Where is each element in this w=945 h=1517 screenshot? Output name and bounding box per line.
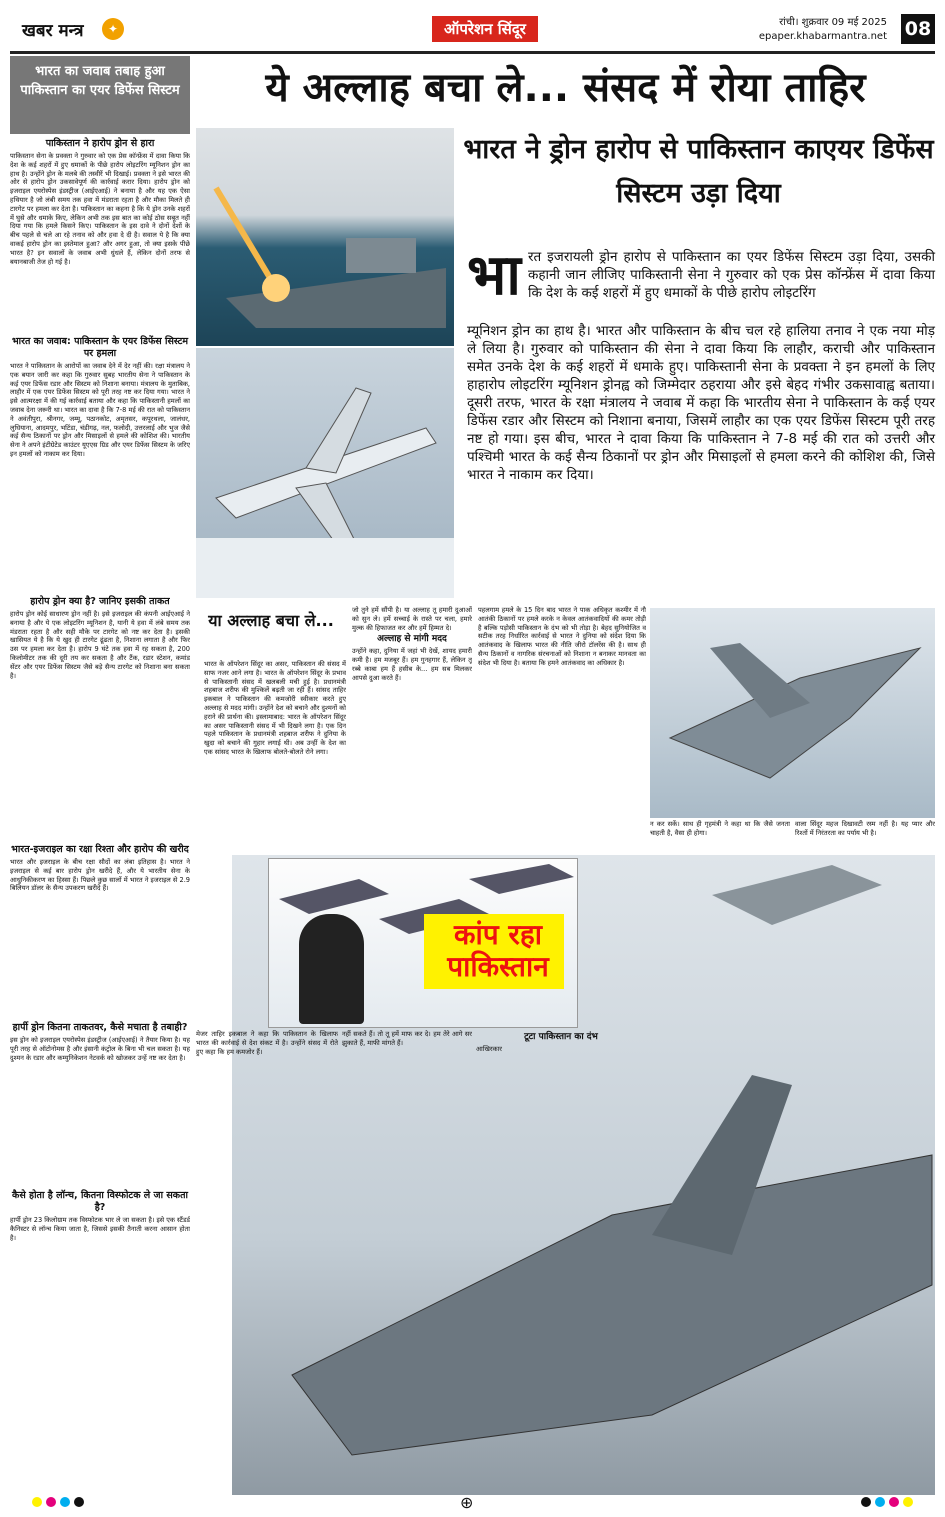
sidebar-text: भारत ने पाकिस्तान के आरोपों का जवाब देने में देर नहीं की। रक्षा मंत्रालय ने एक बयान जारी कर कहा कि गुरुवार सुबह भारतीय सेना ने पाकिस्तान के कई एयर डिफेंस रडार और सिस्टम को निशाना बनाया। मंत्रालय के मुताबिक, लाहौर में एक एयर डिफेंस सिस्टम को पूरी तरह नष्ट कर दिया गया। भारत ने इसे आत्मरक्षा में की गई कार्रवाई बताया और कहा कि पाकिस्तानी हमलों का जवाब देना जरूरी था। भारत का दावा है कि 7-8 मई की रात को पाकिस्तान ने अवंतीपुरा, श्रीनगर, जम्मू, पठानकोट, अमृतसर, कपूरथला, जालंधर, लुधियाना, आदमपुर, भटिंडा, चंडीगढ़, नल, फलोदी, उत्तरलाई और भुज जैसे कई सैन्य ठिकानों पर ड्रोन और मिसाइलों से हमले की कोशिश की। भारतीय सेना ने अपने इंटीग्रेटेड काउंटर यूएएस ग्रिड और एयर डिफेंस सिस्टम के जरिए इन हमलों को नाकाम कर दिया।	[10, 362, 190, 458]
cyan-dot-icon	[60, 1497, 70, 1507]
crosshair-icon: ⊕	[460, 1493, 474, 1512]
sidebar-subhead: कैसे होता है लॉन्च, कितना विस्फोटक ले जा सकता है?	[12, 1190, 188, 1213]
story2-lower-text: आखिरकार	[476, 1044, 503, 1053]
story2-column-1: भारत के ऑपरेशन सिंदूर का असर, पाकिस्तान की संसद में साफ नजर आने लगा है। भारत के ऑपरेशन सिंदूर के प्रभाव से पाकिस्तानी संसद में खलबली मची हुई है। प्रधानमंत्री शहबाज शरीफ की मुश्किलें बढ़ती जा रही हैं। सांसद ताहिर इकबाल ने पाकिस्तान की कमजोरी स्वीकार करते हुए अल्लाह से मदद मांगी। उन्होंने देश को बचाने और दुश्मनों को हराने की प्रार्थना की। इस्लामाबाद: भारत के ऑपरेशन सिंदूर का असर पाकिस्तानी संसद में भी दिखने लगा है। एक दिन पहले पाकिस्तान के प्रधानमंत्री शहबाज शरीफ ने दुनिया के खुदा को बचाने की गुहार लगाई थी। अब उन्हीं के देश का एक सांसद भारत के खिलाफ बोलते-बोलते रोने लगा।	[204, 660, 346, 756]
story3-column: पहलगाम हमले के 15 दिन बाद भारत ने पाक अधिकृत कश्मीर में नौ आतंकी ठिकानों पर हमले करके न केवल आतंकवादियों की कमर तोड़ी है बल्कि पड़ोसी पाकिस्तान के दंभ को भी तोड़ा है। बेहद सुनियोजित व सटीक तरह निर्धारित कार्रवाई से भारत ने दुनिया को संदेश दिया कि आतंकवाद के खिलाफ भारत की नीति जीरो टॉलरेंस की है। साथ ही सैन्य ठिकानों व नागरिक संरचनाओं को निशाना न बनाकर मानवता का संदेश भी दिया है। बताया कि हमने आतंकवाद का अधिकार है।	[478, 606, 646, 667]
main-headline: ये अल्लाह बचा ले... संसद में रोया ताहिर	[265, 65, 866, 111]
drop-cap: भा	[467, 243, 521, 308]
brand-name: खबर मन्त्र	[22, 21, 84, 41]
sidebar-headline: भारत का जवाब तबाह हुआ पाकिस्तान का एयर डिफेंस सिस्टम	[10, 56, 190, 134]
site-text: epaper.khabarmantra.net	[758, 31, 887, 42]
sidebar-subhead: हार्पी ड्रोन कितना ताकतवर, कैसे मचाता है तबाही?	[12, 1022, 188, 1033]
dateline	[759, 16, 887, 44]
politician-figure	[299, 914, 364, 1024]
article-body: म्यूनिशन ड्रोन का हाथ है। भारत और पाकिस्तान के बीच चल रहे हालिया तनाव ने एक नया मोड़ ले लिया है। गुरुवार को पाकिस्तान की सेना ने दावा किया कि लाहौर, कराची और पाकिस्तान समेत उनके देश के कई शहरों में धमाके हुए। पाकिस्तानी सेना के प्रवक्ता ने इन हमलों के लिए हाहारोप लोइटरिंग म्यूनिशन ड्रोनह्व को जिम्मेदार ठहराया और इसे बेहद गंभीर उकसावाह्व बताया। दूसरी तरफ, भारत के रक्षा मंत्रालय ने जवाब में कहा कि भारतीय सेना ने पाकिस्तान के कई एयर डिफेंस रडार और सिस्टम को निशाना बनाया, जिसमें लाहौर का एक एयर डिफेंस सिस्टम पूरी तरह नष्ट हो गया। इस बीच, भारत ने दावा किया कि पाकिस्तान ने 7-8 मई की रात को उत्तरी और पश्चिमी भारत के कई सैन्य ठिकानों पर ड्रोन और मिसाइलों से हमला करने की कोशिश की, जिसे भारत ने नाकाम कर दिया।	[467, 323, 935, 483]
sidebar-text: हारोप ड्रोन कोई साधारण ड्रोन नहीं है। इसे इजराइल की कंपनी आईएआई ने बनाया है और ये एक लोइटरिंग म्यूनिशन है, यानी ये हवा में लंबे समय तक मंडराता रहता है और सही मौके पर टारगेट को नष्ट कर देता है। इसकी खासियत ये है कि ये खुद ही टारगेट ढूंढता है, निशाना लगाता है और फिर उस पर हमला कर देता है। हारोप 9 घंटे तक हवा में रह सकता है, 200 किलोमीटर तक की दूरी तय कर सकता है और टैंक, रडार स्टेशन, कमांड सेंटर और एयर डिफेंस सिस्टम जैसे बड़े सैन्य टारगेट को निशाना बना सकता है।	[10, 610, 190, 680]
overlay-headline: कांप रहा पाकिस्तान	[447, 918, 549, 983]
sidebar-text: भारत और इजराइल के बीच रक्षा सौदों का लंबा इतिहास है। भारत ने इजराइल से कई बार हारोप ड्रोन खरीदे हैं, और ये भारतीय सेना के आधुनिकीकरण का हिस्सा हैं। पिछले कुछ सालों में भारत ने इजराइल से 2.9 बिलियन डॉलर के सैन्य उपकरण खरीदे हैं।	[10, 858, 190, 893]
magenta-dot-icon	[46, 1497, 56, 1507]
jets-overlay-photo	[268, 858, 578, 1028]
story2-headline: या अल्लाह बचा ले...	[208, 611, 334, 630]
sidebar-subhead: भारत का जवाब: पाकिस्तान के एयर डिफेंस सिस्टम पर हमला	[11, 336, 189, 359]
page-header	[10, 12, 935, 54]
story3-column-5: वाला सिंदूर महज दिखावटी रस्म नहीं है। यह प्यार और रिश्तों में निरंतरता का पर्याय भी है।	[795, 820, 935, 837]
black-dot-icon	[861, 1497, 871, 1507]
story2-lower-col-2: नहीं सकते हैं। तो तू हमें माफ कर दे। हम तेरे आगे सर झुकाते हैं, माफी मांगते हैं।	[342, 1030, 472, 1047]
yellow-dot-icon	[903, 1497, 913, 1507]
black-dot-icon	[74, 1497, 84, 1507]
print-registration-marks	[0, 1493, 945, 1511]
drone-illustration	[196, 348, 454, 598]
sidebar-text: इस ड्रोन को इजराइल एयरोस्पेस इंडस्ट्रीज (आईएआई) ने तैयार किया है। यह पूरी तरह से ऑटोनोमस है और इंसानी कंट्रोल के बिना भी चल सकता है। यह दुश्मन के रडार और कम्युनिकेशन नेटवर्क को खोजकर उन्हें नष्ट कर देता है।	[10, 1036, 190, 1062]
brand-logo-icon: ✦	[102, 18, 124, 40]
deck-headline: भारत ने ड्रोन हारोप से पाकिस्तान काएयर डिफेंस सिस्टम उड़ा दिया	[463, 134, 934, 209]
section-tag: ऑपरेशन सिंदूर	[432, 16, 538, 42]
story3-column-4: न कर सकें। साथ ही गृहमंत्री ने कहा था कि जैसे जनता चाहती है, वैसा ही होगा।	[650, 820, 790, 837]
drone-photo	[196, 348, 454, 598]
story2-lower-col-1: मेजर ताहिर इकबाल ने कहा कि पाकिस्तान के खिलाफ भारत की कार्रवाई से देश संकट में है। उन्होंने संसद में रोते हुए कहा कि हम कमजोर हैं।	[196, 1030, 338, 1056]
fighter-jet-photo	[650, 608, 935, 818]
story2-col2b-text: उन्होंने कहा, दुनिया में जहां भी देखें, शायद हमारी कमी है। हम मजबूर हैं। हम गुनहगार हैं, लेकिन तू रब्बे काबा हम हैं हसीब के... हम सब मिलकर आपसे दुआ करते हैं।	[352, 647, 472, 682]
story2-subhead: अल्लाह से मांगी मदद	[377, 634, 447, 645]
magenta-dot-icon	[889, 1497, 899, 1507]
story2-lower-head: टूटा पाकिस्तान का दंभ	[524, 1032, 598, 1042]
lede-text: रत इजरायली ड्रोन हारोप से पाकिस्तान का एयर डिफेंस सिस्टम उड़ा दिया, उसकी कहानी जान लीजिए पाकिस्तानी सेना ने गुरुवार को एक प्रेस कॉन्फ्रेंस में दावा किया कि देश के कई शहरों में हुए धमाकों के पीछे हारोप लोइटरिंग	[528, 249, 935, 301]
fighter-jet-illustration	[650, 608, 935, 818]
missile-ship-illustration	[196, 128, 454, 346]
missile-ship-photo	[196, 128, 454, 346]
cyan-dot-icon	[875, 1497, 885, 1507]
story2-lower-col-3	[476, 1030, 646, 1170]
story2-col2-text: जो तुने हमें सौंपी है। या अल्लाह तू हमारी दुआओं को सुन ले। हमें सच्चाई के रास्ते पर चला, हमारे मुल्क की हिफाजत कर और हमें हिम्मत दे।	[352, 606, 472, 632]
sidebar-text: हार्पी ड्रोन 23 किलोग्राम तक विस्फोटक भार ले जा सकता है। इसे एक स्टैंडर्ड कैनिस्टर से लॉन्च किया जाता है, जिससे इसकी तैनाती करना आसान होता है।	[10, 1216, 190, 1242]
sidebar-text: पाकिस्तान सेना के प्रवक्ता ने गुरुवार को एक प्रेस कॉन्फ्रेंस में दावा किया कि देश के कई शहरों में हुए धमाकों के पीछे हारोप लोइटरिंग म्यूनिशन ड्रोन का हाथ है। उन्होंने ड्रोन के मलबे की तस्वीरें भी दिखाई। प्रवक्ता ने इसे भारत की ओर से हारोप ड्रोन उकसावेपूर्ण की कार्रवाई करार दिया। हारोप ड्रोन को इजराइल एयरोस्पेस इंडस्ट्रीज (आईएआई) ने बनाया है और यह एक ऐसा हथियार है जो लंबी समय तक हवा में मंडराता रहता है और मौका मिलते ही टारगेट पर हमला कर देता है। पाकिस्तान का कहना है कि ये ड्रोन उनके शहरों में घुसे और धमाके किए, लेकिन अभी तक इस बात का कोई ठोस सबूत नहीं दिया गया कि हमले किसने किए। पाकिस्तान के इस दावे ने दोनों देशों के बीच पहले से चले आ रहे तनाव को और हवा दे दी है। सवाल ये है कि क्या वाकई हारोप ड्रोन का इस्तेमाल हुआ? और अगर हुआ, तो क्या इसके पीछे भारत है? इन सवालों के जवाब अभी धुंधले हैं, लेकिन दोनों तरफ से बयानबाजी तेज हो गई है।	[10, 152, 190, 266]
story2-column-2	[352, 606, 472, 846]
sidebar-subhead: पाकिस्तान ने हारोप ड्रोन से हारा	[45, 138, 155, 149]
yellow-dot-icon	[32, 1497, 42, 1507]
sidebar-subhead: हारोप ड्रोन क्या है? जानिए इसकी ताकत	[30, 596, 170, 607]
sidebar-column	[10, 56, 190, 1491]
sidebar-subhead: भारत-इजराइल का रक्षा रिश्ता और हारोप की खरीद	[11, 844, 189, 855]
page-number: 08	[901, 14, 935, 44]
date-text: रांची। शुक्रवार 09 मई 2025	[779, 17, 887, 28]
